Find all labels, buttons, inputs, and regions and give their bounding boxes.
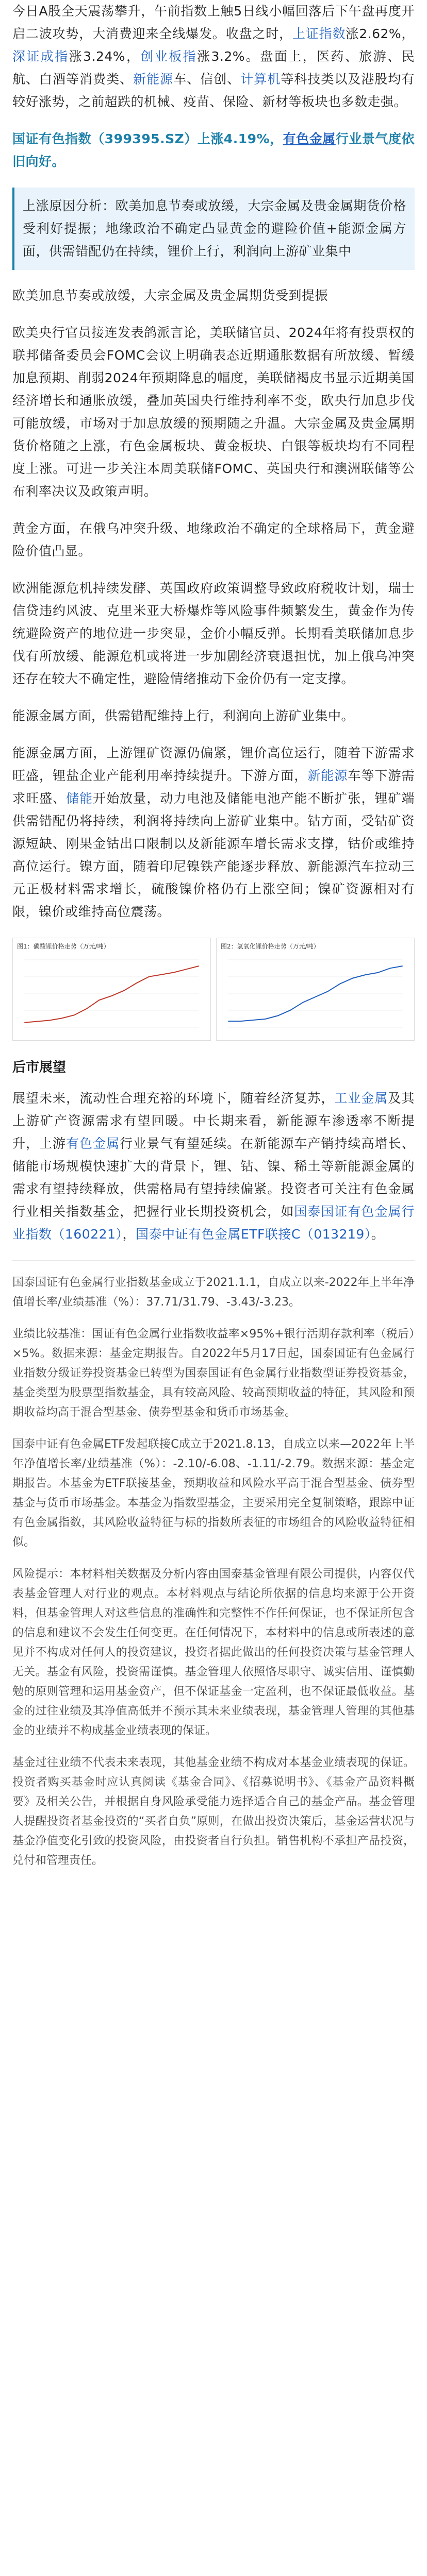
link-new-energy-2[interactable]: 新能源 <box>307 768 348 783</box>
outlook-text: 。 <box>371 1227 385 1242</box>
intro-paragraph <box>12 0 415 113</box>
section-body-energy-metals <box>12 742 415 923</box>
risk-disclosure-1: 风险提示：本材料相关数据及分析内容由国泰基金管理有限公司提供，内容仅代表基金管理人对行业的观点。本材料观点与结论所依据的信息均来源于公开资料，但基金管理人对这些信息的准确性和完整性不作任何保证，也不保证所包含的信息和建议不会发生任何变更。在任何情况下，本材料中的信息或所表述的意见并不构成对任何人的投资建议，投资者据此做出的任何投资决策与基金管理人无关。基金有风险，投资需谨慎。基金管理人依照恪尽职守、诚实信用、谨慎勤勉的原则管理和运用基金资产，但不保证基金一定盈利，也不保证最低收益。基金的过往业绩及其净值高低并不预示其未来业绩表现，基金管理人管理的其他基金的业绩并不构成基金业绩表现的保证。 <box>12 1568 415 1737</box>
outlook-text: ， <box>122 1227 136 1242</box>
link-new-energy[interactable]: 新能源 <box>133 72 174 87</box>
link-industrial-metals[interactable]: 工业金属 <box>334 1091 388 1106</box>
intro-text: 涨3.2%。盘面上，医药、旅游、民航、白酒等消费类、 <box>12 49 415 87</box>
link-fund-160221[interactable]: 国泰国证有色金属行业指数（160221） <box>12 1204 415 1242</box>
outlook-text: 展望未来，流动性合理充裕的环境下，随着经济复苏， <box>12 1091 335 1106</box>
outlook-heading: 后市展望 <box>12 1060 67 1075</box>
link-computer[interactable]: 计算机 <box>240 72 281 87</box>
section-heading-energy-metals: 能源金属方面，供需错配维持上行，利润向上游矿业集中。 <box>12 708 355 723</box>
index-trend-text: 行业景气度依旧向好。 <box>12 131 415 169</box>
fund-intro-3: 国泰中证有色金属ETF发起联接C成立于2021.8.13，自成立以来—2022年上半年净值增长率/业绩基准（%）：-2.10/-6.08、-1.11/-2.79。数据来源：基金定期报告。本基金为ETF联接基金，预期收益和风险水平高于混合型基金、债券型基金与货币市场基金。本基金为指数型基金，主要采用完全复制策略，跟踪中证有色金属指数，其风险收益特征与标的指数所表征的市场组合的风险收益特征相似。 <box>12 1438 415 1549</box>
energy-text: 车等下游需求旺盛、 <box>12 768 415 806</box>
section-body-rates: 欧美央行官员接连发表鸽派言论，美联储官员、2024年将有投票权的联邦储备委员会FOMC会议上明确表态近期通胀数据有所放缓、暂缓加息预期、削弱2024年预期降息的幅度，美联储褐皮书显示近期美国经济增长和通胀放缓，叠加英国央行维持利率不变，欧央行加息步伐可能放缓，市场对于加息放缓的预期随之升温。大宗金属及贵金属期货价格随之上涨，有色金属板块、黄金板块、白银等板块均有不同程度上涨。可进一步关注本周美联储FOMC、英国央行和澳洲联储等公布利率决议及政策声明。 <box>12 325 415 499</box>
link-shenzhen-index[interactable]: 深证成指 <box>12 49 69 64</box>
intro-text: 涨2.62%， <box>346 26 415 41</box>
chart-svg <box>17 953 206 1035</box>
intro-text: 车、信创、 <box>173 72 241 87</box>
outlook-text: 行业景气有望延续。在新能源车产销持续高增长、储能市场规模快速扩大的背景下，锂、钴、镍、稀土等新能源金属的需求有望持续释放，供需格局有望持续偏紧。投资者可关注有色金属行业相关指数基金，把握行业长期投资机会，如 <box>12 1136 415 1219</box>
divider <box>12 1260 415 1261</box>
chart-svg <box>221 953 410 1035</box>
reason-callout <box>12 188 415 270</box>
link-nonferrous-2[interactable]: 有色金属 <box>66 1136 120 1151</box>
index-rise-text: 国证有色指数（399395.SZ）上涨4.19%， <box>12 131 283 146</box>
reason-text: 上涨原因分析：欧美加息节奏或放缓，大宗金属及贵金属期货价格受利好提振；地缘政治不确定凸显黄金的避险价值+能源金属方面，供需错配仍在持续，锂价上行，利润向上游矿业集中 <box>23 198 406 259</box>
fund-intro-1: 国泰国证有色金属行业指数基金成立于2021.1.1，自成立以来-2022年上半年净值增长率/业绩基准（%）：37.71/31.79、-3.43/-3.23。 <box>12 1276 415 1309</box>
section-heading-gold: 黄金方面，在俄乌冲突升级、地缘政治不确定的全球格局下，黄金避险价值凸显。 <box>12 521 415 558</box>
outlook-text: 及其上游矿产资源需求有望回暖。中长期来看，新能源车渗透率不断提升，上游 <box>12 1091 415 1151</box>
intro-text: 等科技类以及港股均有较好涨势，之前超跌的机械、疫苗、保险、新材等板块也多数走强。 <box>12 72 415 109</box>
energy-text: 能源金属方面，上游锂矿资源仍偏紧，锂价高位运行，随着下游需求旺盛，锂盐企业产能利用率持续提升。下游方面， <box>12 745 415 783</box>
index-summary <box>12 128 415 173</box>
intro-text: 今日A股全天震荡攀升，午前指数上触5日线小幅回落后下午盘再度开启二波攻势，大消费迎来全线爆发。收盘之时， <box>12 4 415 41</box>
link-nonferrous[interactable]: 有色金属 <box>283 131 336 146</box>
chart-title: 图2：氢氧化锂价格走势（万元/吨） <box>221 943 320 950</box>
outlook-body <box>12 1087 415 1246</box>
fund-intro-2: 业绩比较基准：国证有色金属行业指数收益率×95%+银行活期存款利率（税后）×5%。数据来源：基金定期报告。自2022年5月17日起，国泰国证有色金属行业指数分级证券投资基金已转型为国泰国证有色金属行业指数型证券投资基金，基金类型为股票型指数基金，具有较高风险、较高预期收益的特征，其风险和预期收益均高于混合型基金、债券型基金和货币市场基金。 <box>12 1328 415 1419</box>
risk-disclosure-2: 基金过往业绩不代表未来表现，其他基金业绩不构成对本基金业绩表现的保证。投资者购买基金时应认真阅读《基金合同》、《招募说明书》、《基金产品资料概要》及相关公告，并根据自身风险承受能力选择适合自己的基金产品。基金管理人提醒投资者基金投资的“买者自负”原则，在做出投资决策后，基金运营状况与基金净值变化引致的投资风险，由投资者自行负担。销售机构不承担产品投资，兑付和管理责任。 <box>12 1756 415 1867</box>
link-energy-storage[interactable]: 储能 <box>66 791 93 806</box>
section-heading-rates: 欧美加息节奏或放缓，大宗金属及贵金属期货受到提振 <box>12 288 329 303</box>
chart-row <box>12 938 415 1041</box>
series-line <box>24 966 199 1023</box>
link-chinext-index[interactable]: 创业板指 <box>140 49 198 64</box>
energy-text: 开始放量，动力电池及储能电池产能不断扩张，锂矿端供需错配仍将持续，利润将持续向上游矿业集中。钴方面，受钴矿资源短缺、刚果金钴出口限制以及新能源车增长需求支撑，钴价或维持高位运行。镍方面，随着印尼镍铁产能逐步释放、新能源汽车拉动三元正极材料需求增长，硫酸镍价格仍有上涨空间；镍矿资源相对有限，镍价或维持高位震荡。 <box>12 791 415 919</box>
section-body-gold: 欧洲能源危机持续发酵、英国政府政策调整导致政府税收计划，瑞士信贷违约风波、克里米亚大桥爆炸等风险事件频繁发生，黄金作为传统避险资产的地位进一步突显，金价小幅反弹。长期看美联储加息步伐有所放缓、能源危机或将进一步加剧经济衰退担忧，加上俄乌冲突还存在较大不确定性，避险情绪推动下金价仍有一定支撑。 <box>12 581 415 686</box>
link-fund-013219[interactable]: 国泰中证有色金属ETF联接C（013219） <box>135 1227 371 1242</box>
chart-lithium-hydroxide <box>216 938 415 1041</box>
chart-lithium-carbonate <box>12 938 211 1041</box>
chart-title: 图1：碳酸锂价格走势（万元/吨） <box>17 943 110 950</box>
intro-text: 涨3.24%， <box>69 49 141 64</box>
link-shanghai-index[interactable]: 上证指数 <box>292 26 346 41</box>
